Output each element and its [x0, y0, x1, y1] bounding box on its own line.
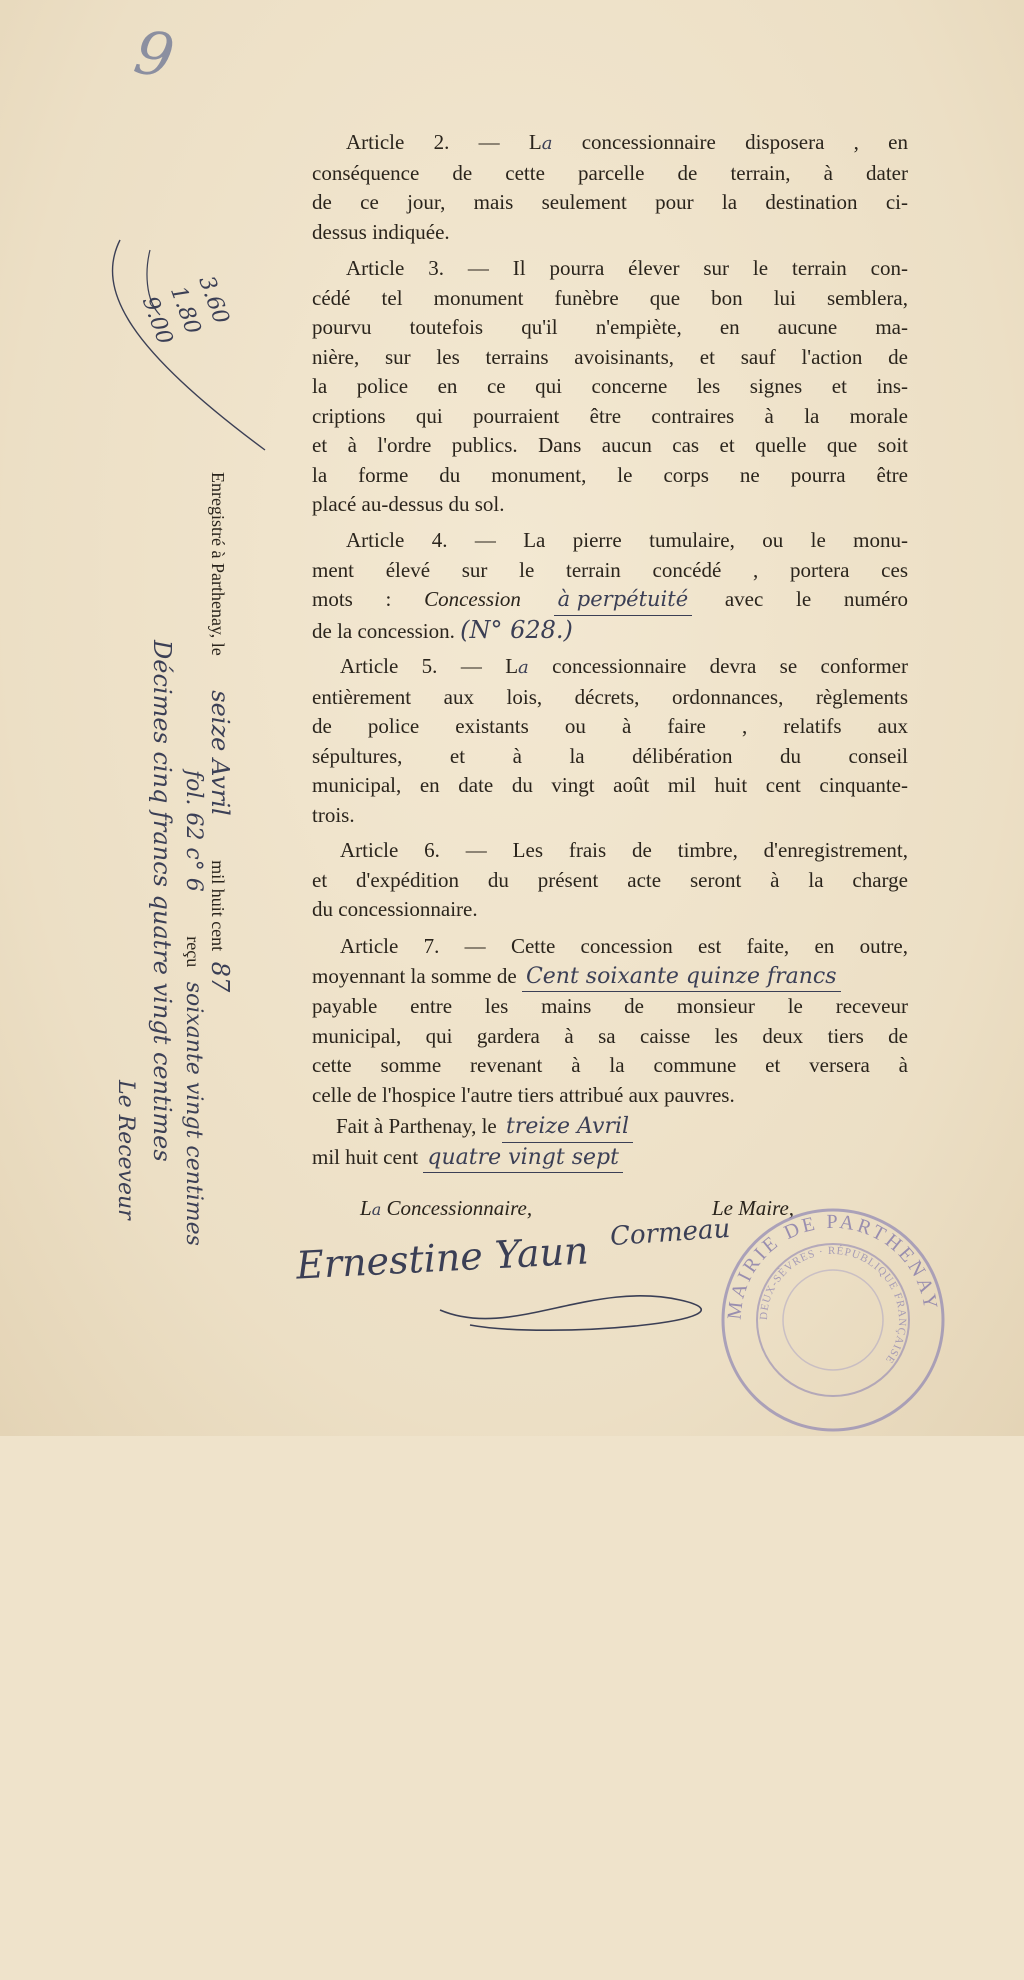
article-3-line: la forme du monument, le corps ne pourra être [312, 462, 908, 487]
closing [312, 1112, 908, 1173]
article-3-line: nière, sur les terrains avoisinants, et sauf l'action de [312, 344, 908, 369]
article-4-line: ment élevé sur le terrain concédé , portera ces [312, 557, 908, 582]
article-7-line: celle de l'hospice l'autre tiers attribué aux pauvres. [312, 1082, 735, 1107]
article-5 [312, 652, 908, 830]
registration-printed-line-1: Enregistré à Parthenay, le seize Avril mil huit cent 87 [206, 472, 234, 993]
concessionnaire-signature: Ernestine Yaun [295, 1228, 590, 1288]
article-5-line: sépultures, et à la délibération du conseil [312, 743, 908, 768]
article-5-line: entièrement aux lois, décrets, ordonnances, règlements [312, 684, 908, 709]
article-2-line: dessus indiquée. [312, 219, 450, 244]
stamp-inner-text: DEUX-SÈVRES · RÉPUBLIQUE FRANÇAISE [757, 1244, 909, 1367]
handwritten-concession-type: à perpétuité [554, 585, 693, 616]
article-3-line: cédé tel monument funèbre que bon lui semblera, [312, 285, 908, 310]
closing-line-1: Fait à Parthenay, le treize Avril [312, 1112, 908, 1143]
article-7-line-2: moyennant la somme de Cent soixante quinze francs [312, 962, 908, 993]
article-4-line-4: de la concession. (N° 628.) [312, 615, 573, 644]
registration-handwritten-note: Décimes cinq francs quatre vingt centimes [148, 640, 176, 1162]
handwritten-year: quatre vingt sept [423, 1143, 623, 1174]
mairie-stamp-icon [718, 1205, 948, 1435]
article-4-line: Article 4. — La pierre tumulaire, ou le monu- [346, 528, 908, 552]
svg-text:MAIRIE DE PARTHENAY [724, 1211, 942, 1321]
article-6-line: du concessionnaire. [312, 897, 478, 921]
article-4-line-3: mots : Concession à perpétuité avec le numéro [312, 585, 908, 616]
article-7-line-1: Article 7. — Cette concession est faite, en outre, [340, 934, 908, 958]
handwritten-date: treize Avril [502, 1112, 633, 1143]
svg-text:DEUX-SÈVRES · RÉPUBLIQUE FRANÇ [758, 1245, 908, 1366]
article-5-line-1: Article 5. — La concessionnaire devra se conformer [340, 654, 908, 678]
article-3 [312, 254, 908, 520]
article-7 [312, 932, 908, 1110]
page-number: 9 [129, 17, 179, 93]
article-6-line: Article 6. — Les frais de timbre, d'enregistrement, [340, 838, 908, 862]
article-7-line: cette somme revenant à la commune et versera à [312, 1053, 908, 1077]
receveur-signature: Le Receveur [113, 1080, 138, 1220]
article-6-line: et d'expédition du présent acte seront à la charge [312, 867, 908, 892]
article-3-line: placé au-dessus du sol. [312, 492, 505, 516]
article-2-line: conséquence de cette parcelle de terrain, à dater [312, 160, 908, 185]
handwritten-concession-number: (N° 628.) [460, 615, 573, 644]
article-3-line: la police en ce qui concerne les signes et ins- [312, 374, 908, 398]
margin-calculation: 3.60 1.80 9.00 [136, 272, 234, 348]
article-4 [312, 526, 908, 646]
article-3-line: et à l'ordre publics. Dans aucun cas et quelle que soit [312, 433, 908, 457]
signature-flourish-icon [430, 1270, 710, 1340]
article-3-line: pourvu toutefois qu'il n'empiète, en aucune ma- [312, 315, 908, 339]
article-5-line: trois. [312, 802, 355, 827]
registration-printed-line-2: fol. 62 c° 6 reçu soixante vingt centimes [181, 770, 206, 1246]
maire-label: Le Maire, [712, 1196, 795, 1220]
closing-line-2: mil huit cent quatre vingt sept [312, 1143, 908, 1174]
article-7-line: municipal, qui gardera à sa caisse les deux tiers de [312, 1023, 908, 1048]
article-7-line: payable entre les mains de monsieur le receveur [312, 994, 908, 1018]
article-2-line-1: Article 2. — La concessionnaire disposera , en [346, 130, 909, 154]
article-5-line: municipal, en date du vingt août mil huit cent cinquante- [312, 773, 908, 797]
article-2-line: de ce jour, mais seulement pour la destination ci- [312, 190, 908, 214]
maire-signature: Cormeau [609, 1213, 732, 1253]
article-2 [312, 128, 908, 247]
handwritten-amount: Cent soixante quinze francs [522, 962, 841, 993]
concessionnaire-label: La Concessionnaire, [360, 1196, 533, 1220]
article-3-line: Article 3. — Il pourra élever sur le terrain con- [346, 256, 908, 280]
stamp-outer-text: MAIRIE DE PARTHENAY [723, 1210, 942, 1321]
article-3-line: criptions qui pourraient être contraires à la morale [312, 403, 908, 428]
article-5-line: de police existants ou à faire , relatifs aux [312, 714, 908, 738]
article-6 [312, 836, 908, 925]
